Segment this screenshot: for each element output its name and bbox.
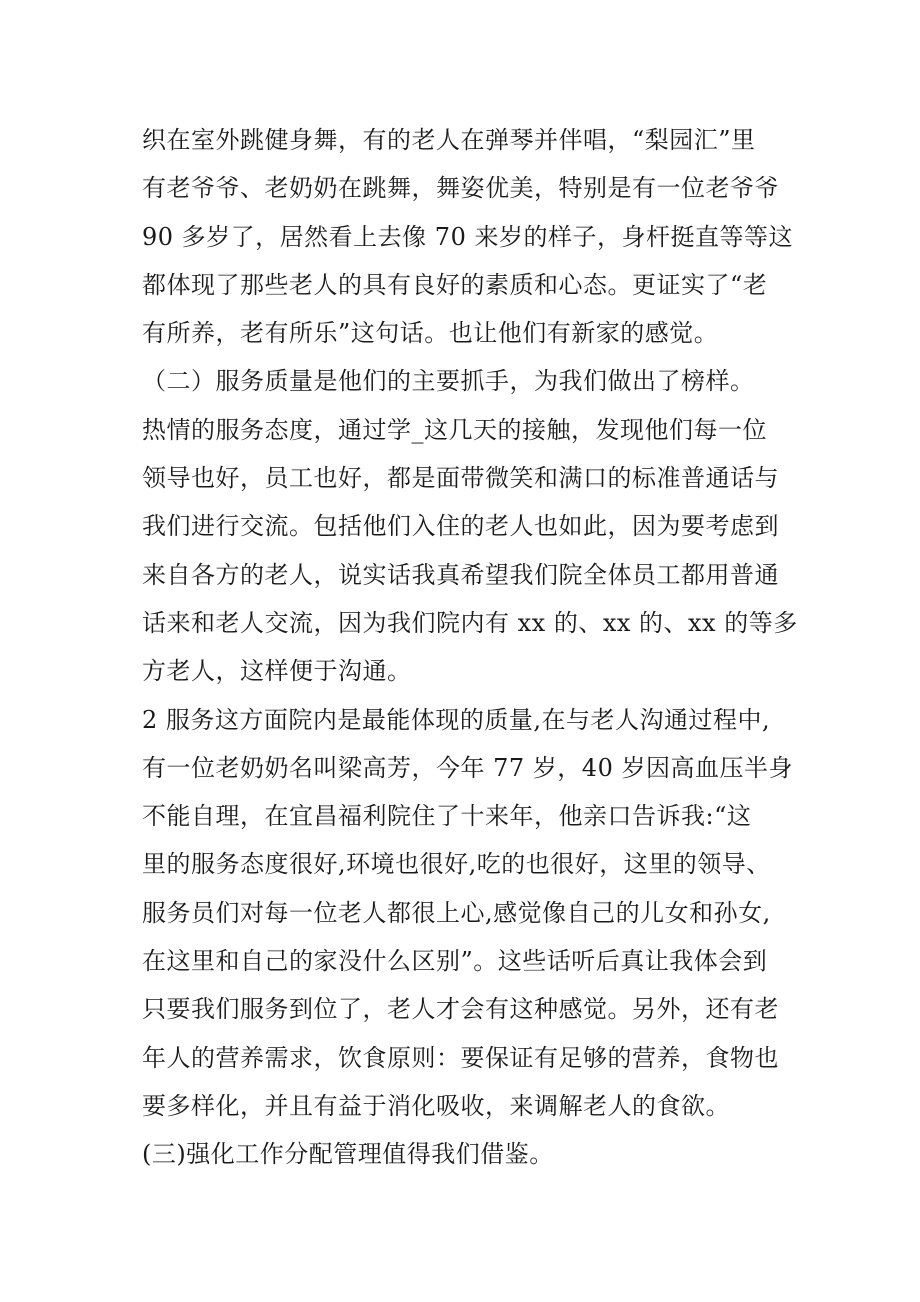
section-heading: (三)强化工作分配管理值得我们借鉴。: [142, 1140, 554, 1169]
text-line: 要多样化，并且有益于消化吸收，来调解老人的食欲。: [142, 1091, 730, 1120]
text-line: 2 服务这方面院内是最能体现的质量,在与老人沟通过程中,: [142, 705, 771, 734]
text-line: 服务员们对每一位老人都很上心,感觉像自己的儿女和孙女,: [142, 898, 771, 927]
text-line: 有一位老奶奶名叫梁高芳，今年 77 岁，40 岁因高血压半身: [142, 753, 793, 782]
text-line: 里的服务态度很好,环境也很好,吃的也很好，这里的领导、: [142, 850, 771, 879]
document-body: [142, 116, 798, 1179]
text-line: 织在室外跳健身舞，有的老人在弹琴并伴唱，“梨园汇”里: [142, 126, 756, 154]
text-line: 在这里和自己的家没什么区别”。这些话听后真让我体会到: [142, 947, 768, 976]
text-line: 年人的营养需求，饮食原则：要保证有足够的营养，食物也: [142, 1043, 779, 1072]
section-heading: （二）服务质量是他们的主要抓手，为我们做出了榜样。: [142, 367, 755, 396]
text-line: 有老爷爷、老奶奶在跳舞，舞姿优美，特别是有一位老爷爷: [142, 174, 779, 203]
text-line: 不能自理，在宜昌福利院住了十来年，他亲口告诉我:“这: [142, 802, 752, 831]
text-line: 方老人，这样便于沟通。: [142, 657, 412, 686]
text-line: 来自各方的老人，说实话我真希望我们院全体员工都用普通: [142, 560, 779, 589]
text-line: 有所养，老有所乐”这句话。也让他们有新家的感觉。: [142, 319, 719, 348]
text-line: 热情的服务态度，通过学_这几天的接触，发现他们每一位: [142, 415, 767, 444]
text-line: 我们进行交流。包括他们入住的老人也如此，因为要考虑到: [142, 512, 779, 541]
text-line: 都体现了那些老人的具有良好的素质和心态。更证实了“老: [142, 270, 768, 299]
text-line: 领导也好，员工也好，都是面带微笑和满口的标准普通话与: [142, 464, 779, 493]
text-line: 只要我们服务到位了，老人才会有这种感觉。另外，还有老: [142, 995, 779, 1024]
text-line: 话来和老人交流，因为我们院内有 xx 的、xx 的、xx 的等多: [142, 608, 798, 637]
text-line: 90 多岁了，居然看上去像 70 来岁的样子，身杆挺直等等这: [142, 222, 793, 251]
